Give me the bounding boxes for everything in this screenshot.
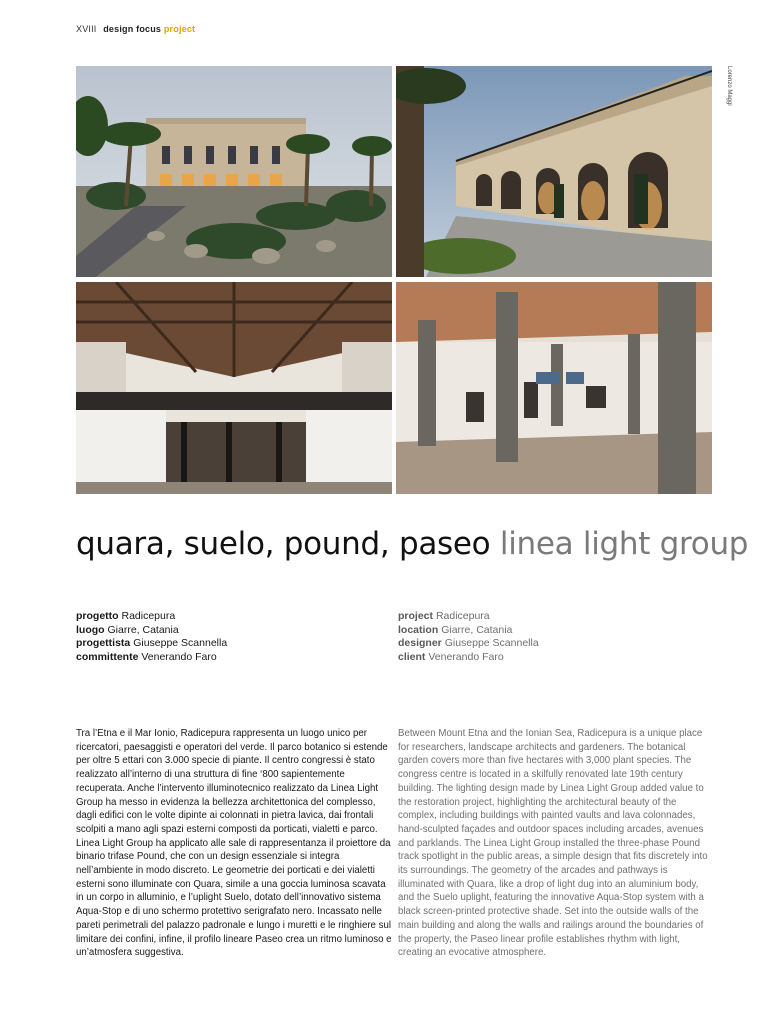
section-category: project: [163, 24, 196, 34]
article-title: [76, 526, 748, 562]
running-header: [76, 24, 195, 34]
photo-palazzo-garden: [76, 66, 392, 277]
photo-timber-roof-hall: [76, 282, 392, 494]
credit-row: project Radicepura: [398, 610, 490, 622]
credits-english: [398, 610, 539, 665]
body-text-english: Between Mount Etna and the Ionian Sea, Radicepura is a unique place for researchers, landscape architects and gardeners. The botanical garden covers more than five hectares with 3,000 plant species. The congress centre is located in a skilfully renovated late 19th century building. The lighting design made by Linea Light Group added value to the restoration project, highlighting the architectural beauty of the complex, including buildings with painted vaults and lava colonnades, hand-sculpted façades and outdoor spaces including arcades, avenues and parklands. The Linea Light Group installed the three-phase Pound track spotlight in the public areas, a simple design that fits discretely into its surroundings. The geometry of the arcades and pathways is illuminated with Quara, like a drop of light dug into an aluminium body, and the Suelo uplight, featuring the innovative Aqua-Stop system with a black screen-printed protective shade. Set into the outside walls of the main building and along the walls and railings around the boundaries of the property, the Paseo linear profile establishes rhythm with light, creating an evocative atmosphere.: [398, 728, 708, 959]
page-number: XVIII: [76, 24, 97, 34]
credit-row: luogo Giarre, Catania: [76, 623, 179, 636]
photo-arcade-dusk: [396, 66, 712, 277]
credit-row: designer Giuseppe Scannella: [398, 637, 539, 650]
photo-credit: Lorenzo Maggi: [726, 66, 732, 106]
credit-row: progettista Giuseppe Scannella: [76, 637, 228, 650]
credit-row: location Giarre, Catania: [398, 623, 513, 636]
section-name: design focus: [103, 24, 162, 34]
credit-row: progetto Radicepura: [76, 610, 176, 622]
title-main: quara, suelo, pound, paseo: [76, 526, 491, 562]
title-brand: linea light group: [499, 526, 749, 562]
credits-italian: [76, 610, 227, 665]
photo-lava-columns-hall: [396, 282, 712, 494]
body-text-italian: Tra l’Etna e il Mar Ionio, Radicepura rappresenta un luogo unico per ricercatori, paesaggisti e operatori del verde. Il parco botanico si estende per oltre 5 ettari con 3.000 specie di piante. Il centro congressi è stato realizzato all’interno di una struttura di fine ‘800 sapientemente recuperata. Anche l’intervento illuminotecnico realizzato da Linea Light Group ha messo in evidenza la bellezza architettonica del complesso, dagli edifici con le volte dipinte ai colonnati in pietra lavica, dai frontali scolpiti a mano agli spazi esterni composti da porticati, vialetti e parco. Linea Light Group ha applicato alle sale di rappresentanza il proiettore da binario trifase Pound, che con un design essenziale si integra nell’ambiente in modo discreto. Le geometrie dei porticati e dei vialetti esterni sono illuminate con Quara, simile a una goccia luminosa scavata in un corpo in alluminio, e l’uplight Suelo, dotato dell’innovativo sistema Aqua-Stop e di uno schermo protettivo serigrafato nero. Incassato nelle pareti perimetrali del palazzo padronale e lungo i muretti e le ringhiere sul limitare dei confini, infine, il profilo lineare Paseo crea un ritmo luminoso e un’atmosfera suggestiva.: [76, 728, 392, 959]
credit-row: committente Venerando Faro: [76, 651, 217, 664]
credit-row: client Venerando Faro: [398, 651, 504, 664]
